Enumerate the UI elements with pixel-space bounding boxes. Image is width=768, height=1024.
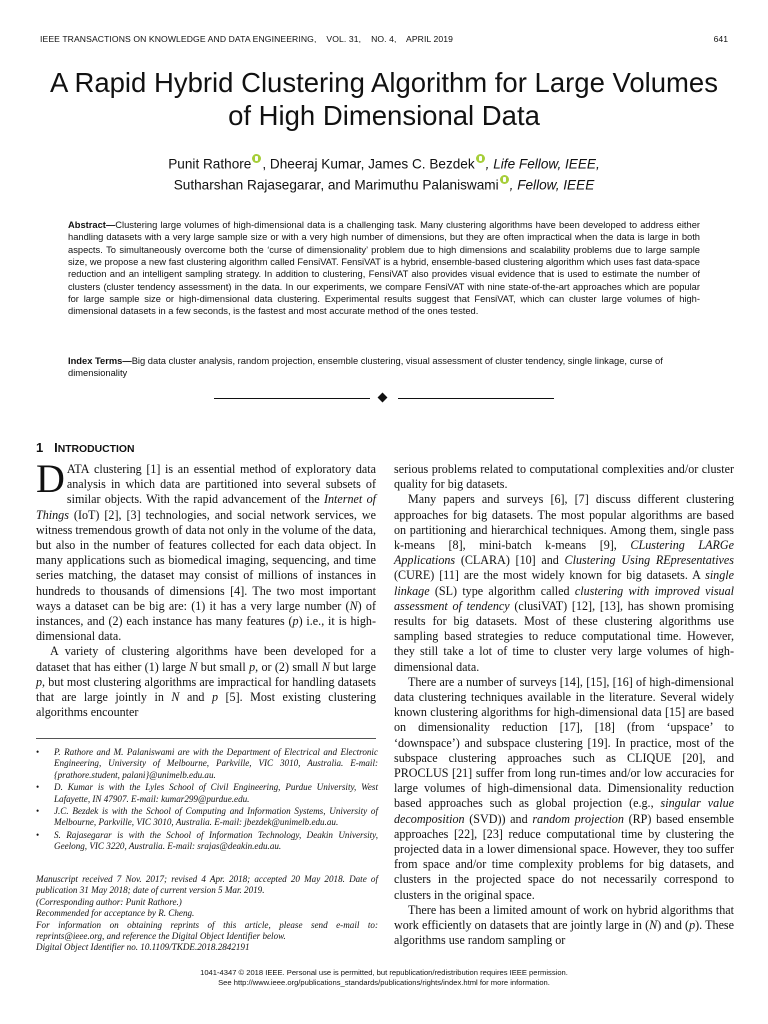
math-var: N	[321, 659, 330, 674]
copyright-footer	[40, 968, 728, 988]
footnote-text: P. Rathore and M. Palaniswami are with the Department of Electrical and Electronic Engineering, University of Melbourne, Parkville, VIC 3010, Australia. E-mail: {prathore.student, palani}@unimelb.edu.au.	[54, 747, 378, 780]
text-run: Many papers and surveys [6], [7] discuss different clustering approaches for big datasets. The most popular algorithms are based on partitioning and hierarchical techniques. Among them, single pass k-means [8], mini-batch k-means [9],	[394, 492, 734, 553]
math-var: N	[649, 918, 658, 933]
divider-diamond-icon	[378, 393, 388, 403]
bullet-icon: •	[36, 747, 40, 757]
bullet-icon: •	[36, 829, 40, 840]
text-run: ). These algorithms use random sampling or	[394, 918, 735, 948]
paper-title: A Rapid Hybrid Clustering Algorithm for Large Volumes of High Dimensional Data	[50, 67, 718, 131]
text-run: [5]. Most existing clustering algorithms encounter	[36, 690, 376, 720]
text-run: ) and (	[657, 918, 690, 933]
footnote-item	[36, 782, 378, 805]
copyright-line: 1041-4347 © 2018 IEEE. Personal use is permitted, but republication/redistribution requires IEEE permission.	[200, 968, 568, 977]
recommended-by: Recommended for acceptance by R. Cheng.	[36, 908, 195, 919]
text-run: , or (2) small	[255, 659, 322, 674]
math-var: p	[249, 659, 256, 674]
left-column	[36, 456, 377, 720]
section-number: 1	[36, 440, 44, 455]
volume: VOL. 31,	[326, 34, 362, 44]
text-run: ) of instances, and (2) each instance has many features (	[36, 598, 377, 629]
right-column	[394, 462, 734, 949]
math-var: p	[36, 674, 43, 689]
text-run: and	[179, 690, 212, 705]
text-run: (IoT) [2], [3] technologies, and social network services, we witness tremendous growth of data not only in the volume of the data, but also in the number of features collected for each data object. In many applications such as biomedical imaging, sequencing, and time series matching, the dataset may consist of millions of instances in hundreds to thousands of dimensions [4]. The two most important ways a dataset can be big are: (1) it has a very large number (	[36, 507, 376, 613]
orcid-icon[interactable]	[476, 154, 485, 163]
reprints-info: For information on obtaining reprints of this article, please send e-mail to: reprints@ieee.org, and reference the Digital Object Identifier below.	[36, 919, 378, 942]
divider-line-right	[398, 398, 554, 399]
footnote-divider	[36, 738, 376, 739]
author-block	[40, 154, 728, 195]
section-title-initial: I	[54, 440, 58, 455]
divider-line-left	[214, 398, 370, 399]
section-heading	[36, 440, 134, 455]
paragraph	[36, 644, 376, 720]
abstract-label: Abstract—	[68, 220, 116, 230]
paragraph	[36, 456, 377, 644]
text-run: but large	[329, 659, 376, 674]
running-header	[40, 34, 453, 44]
index-terms	[68, 355, 700, 380]
text-run: (SL) type algorithm called	[429, 583, 575, 598]
orcid-icon[interactable]	[500, 175, 509, 184]
index-terms-label: Index Terms—	[68, 356, 132, 366]
math-var: p	[292, 614, 299, 629]
author-name: , Dheeraj Kumar, James C. Bezdek	[262, 156, 475, 172]
drop-cap: D	[36, 456, 65, 501]
paragraph	[394, 492, 734, 674]
index-terms-text: Big data cluster analysis, random projection, ensemble clustering, visual assessment of cluster tendency, single linkage, curse of dimensionality	[68, 356, 663, 379]
journal-name: IEEE TRANSACTIONS ON KNOWLEDGE AND DATA ENGINEERING,	[40, 34, 317, 44]
footnote-text: D. Kumar is with the Lyles School of Civil Engineering, Purdue University, West Lafayette, IN 47907. E-mail: kumar299@purdue.edu.	[54, 782, 378, 804]
footnote-item	[36, 747, 378, 781]
author-role: , Fellow, IEEE	[509, 177, 595, 193]
text-run: (CURE) [11] are the most widely known for big datasets. A	[394, 568, 706, 583]
page-number: 641	[713, 34, 728, 44]
author-name: Sutharshan Rajasegarar, and Marimuthu Palaniswami	[173, 177, 499, 193]
abstract-text: Clustering large volumes of high-dimensional data is a challenging task. Many clustering algorithms have been developed to address either handling datasets with a very large sample size or with a very high number of dimensions, but they are often impractical when the data is large in both aspects. To simultaneously overcome both the ‘curse of dimensionality’ problem due to high dimensions and scalability problems due to large sample size, we propose a new fast clustering algorithm called FensiVAT. FensiVAT is a hybrid, ensemble-based clustering algorithm which uses fast data-space reduction and an intelligent sampling strategy. In addition to clustering, FensiVAT also provides visual evidence that is used to estimate the number of clusters (cluster tendency assessment) in the data. In our experiments, we compare FensiVAT with nine state-of-the-art approaches which are popular for large sample size or high-dimensional data clustering. Experimental results suggest that FensiVAT, which can cluster large volumes of high-dimensional datasets in a few seconds, is the fastest and most accurate method of the ones tested.	[68, 220, 700, 317]
italic-term: clustering with improved visual assessment of tendency	[394, 583, 734, 613]
paragraph: serious problems related to computational complexities and/or cluster quality for big datasets.	[394, 462, 734, 492]
math-var: p	[689, 918, 696, 933]
text-run: but small	[197, 659, 250, 674]
text-run: (clusiVAT) [12], [13], has shown promising results for big datasets. Most of these clustering algorithms use sampling based strategies to reduce computational time. However, they still take a lot of time to cluster very large volumes of high-dimensional data.	[394, 598, 734, 674]
author-name: Punit Rathore	[168, 156, 252, 172]
text-run: clustering [1] is an essential method of exploratory data analysis in which data are partitioned into several subsets of similar objects. With the rapid advancement of the	[66, 462, 376, 507]
text-run: (RP) based ensemble approaches [22], [23] reduce computational time by clustering the projected data in a lower dimensional space. However, they too suffer from space and/or time complexity problems for big datasets, and clusters in the projected space do not necessarily correspond to clusters in the original space.	[394, 811, 734, 902]
math-var: N	[189, 659, 198, 674]
text-run: , but most clustering algorithms are impractical for handling datasets that are large jointly in	[36, 674, 376, 705]
manuscript-notes	[36, 874, 378, 954]
text-run: A variety of clustering algorithms have been developed for a dataset that has either (1) large	[36, 644, 376, 674]
section-title-rest: NTRODUCTION	[57, 444, 135, 455]
footnote-item	[36, 830, 378, 853]
affiliation-footnotes	[36, 747, 378, 854]
received-dates: Manuscript received 7 Nov. 2017; revised 4 Apr. 2018; accepted 20 May 2018. Date of publication 31 May 2018; date of current version 5 Mar. 2019.	[36, 874, 378, 896]
math-var: N	[171, 690, 180, 705]
author-role: , Life Fellow, IEEE,	[485, 156, 600, 172]
footnote-text: S. Rajasegarar is with the School of Information Technology, Deakin University, Geelong, VIC 3220, Australia. E-mail: srajas@deakin.edu.au.	[54, 829, 378, 852]
italic-term: single linkage	[394, 568, 734, 598]
italic-term: singular value decomposition	[394, 796, 734, 826]
text-run: (SVD)) and	[464, 811, 533, 826]
footnote-text: J.C. Bezdek is with the School of Computing and Information Systems, University of Melbourne, Parkville, VIC 3010, Australia. E-mail: jbezdek@unimelb.edu.au.	[54, 806, 378, 828]
footnote-item	[36, 806, 378, 829]
corresponding-author: (Corresponding author: Punit Rathore.)	[36, 896, 182, 907]
bullet-icon: •	[36, 782, 40, 793]
italic-term: CLustering LARGe Applications	[394, 538, 735, 568]
math-var: N	[349, 598, 358, 613]
text-run: ) i.e., it is high-dimensional data.	[36, 614, 376, 644]
text-run: There has been a limited amount of work on hybrid algorithms that work efficiently on datasets that are jointly large in (	[394, 902, 734, 933]
italic-term: random projection	[532, 811, 624, 826]
text-run: There are a number of surveys [14], [15], [16] of high-dimensional data clustering techniques available in the literature. Several widely known clustering algorithms for high-dimensional data [15] are based on dimensionality reduction [17], [18] (from ‘upspace’ to ‘downspace’) and subspace clustering [19]. In practice, most of the subspace clustering approaches such as CLIQUE [20], and PROCLUS [21] suffer from long run-times and/or low accuracies for large volumes of high-dimensional data. Dimensionality reduction based approaches such as global projection (e.g.,	[394, 674, 734, 811]
orcid-icon[interactable]	[252, 154, 261, 163]
small-caps-text: ATA	[66, 462, 90, 476]
issue-number: NO. 4,	[371, 34, 397, 44]
abstract	[68, 219, 700, 318]
italic-term: Clustering Using REpresentatives	[564, 553, 734, 568]
issue-date: APRIL 2019	[405, 34, 454, 44]
paragraph	[394, 675, 734, 903]
italic-term: Internet of Things	[36, 492, 376, 522]
bullet-icon: •	[36, 806, 40, 817]
paragraph	[394, 903, 734, 949]
doi[interactable]: Digital Object Identifier no. 10.1109/TKDE.2018.2842191	[36, 942, 250, 953]
text-run: (CLARA) [10] and	[455, 553, 565, 568]
math-var: p	[211, 690, 218, 705]
permissions-link[interactable]: See http://www.ieee.org/publications_standards/publications/rights/index.html for more information.	[218, 977, 550, 987]
